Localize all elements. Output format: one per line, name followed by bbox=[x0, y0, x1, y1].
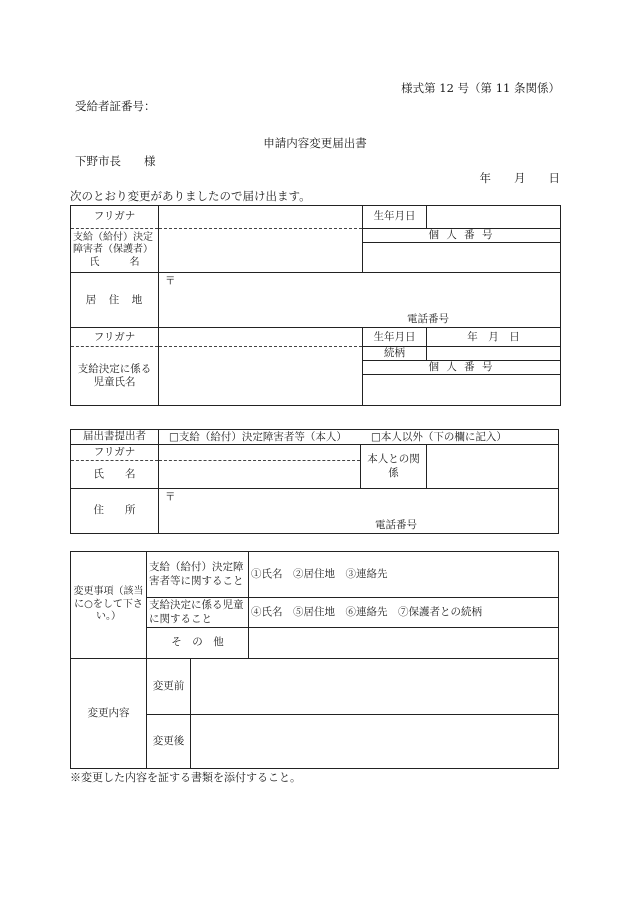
row3-label: そ の 他 bbox=[147, 628, 249, 659]
child-birthdate-field[interactable]: 年 月 日 bbox=[427, 328, 561, 347]
relation-label: 本人との関係 bbox=[361, 445, 427, 489]
submitter-options bbox=[159, 430, 559, 445]
recipient-number-label: 受給者証番号： bbox=[75, 99, 156, 113]
intro-text: 次のとおり変更がありましたので届け出ます。 bbox=[70, 189, 311, 203]
addressee: 下野市長 様 bbox=[75, 154, 156, 168]
page-title: 申請内容変更届出書 bbox=[263, 136, 367, 150]
submitter-address-label: 住 所 bbox=[71, 489, 159, 534]
person-name-label: 支給（給付）決定障害者（保護者） 氏 名 bbox=[71, 229, 159, 273]
address-label: 居 住 地 bbox=[71, 273, 159, 328]
furigana-field[interactable] bbox=[159, 206, 363, 229]
row1-options[interactable]: ①氏名 ②居住地 ③連絡先 bbox=[249, 552, 559, 598]
date-line: 年 月 日 bbox=[479, 171, 560, 185]
submitter-furigana-field[interactable] bbox=[159, 445, 361, 461]
before-label: 変更前 bbox=[147, 659, 191, 715]
person-name-field[interactable] bbox=[159, 229, 363, 273]
submitter-name-label: 氏 名 bbox=[71, 461, 159, 489]
child-birthdate-label: 生年月日 bbox=[363, 328, 427, 347]
before-field[interactable] bbox=[191, 659, 559, 715]
row1-label: 支給（給付）決定障害者等に関すること bbox=[147, 552, 249, 598]
relation-field[interactable] bbox=[427, 445, 559, 489]
submitter-name-field[interactable] bbox=[159, 461, 361, 489]
individual-number-label: 個 人 番 号 bbox=[363, 229, 561, 243]
birthdate-field[interactable] bbox=[427, 206, 561, 229]
after-label: 変更後 bbox=[147, 715, 191, 769]
child-individual-number-label: 個 人 番 号 bbox=[363, 361, 561, 375]
individual-number-grid[interactable] bbox=[363, 243, 561, 273]
applicant-table bbox=[70, 205, 561, 406]
after-field[interactable] bbox=[191, 715, 559, 769]
phone-label: 電話番号 bbox=[407, 313, 449, 325]
row3-field[interactable] bbox=[249, 628, 559, 659]
row2-options[interactable]: ④氏名 ⑤居住地 ⑥連絡先 ⑦保護者との続柄 bbox=[249, 598, 559, 628]
postal-mark: 〒 bbox=[165, 275, 176, 288]
submitter-label: 届出書提出者 bbox=[71, 430, 159, 445]
change-items-label: 変更事項（該当に○をして下さい。） bbox=[71, 552, 147, 659]
child-name-label: 支給決定に係る児童氏名 bbox=[71, 347, 159, 406]
submitter-postal-mark: 〒 bbox=[165, 491, 176, 503]
form-number: 様式第 12 号（第 11 条関係） bbox=[401, 81, 560, 95]
submitter-address-field[interactable] bbox=[159, 489, 559, 534]
submitter-phone-label: 電話番号 bbox=[375, 518, 417, 531]
child-individual-number-grid[interactable] bbox=[363, 375, 561, 406]
change-content-label: 変更内容 bbox=[71, 659, 147, 769]
child-furigana-label: フリガナ bbox=[71, 328, 159, 347]
furigana-label: フリガナ bbox=[71, 206, 159, 229]
address-field[interactable] bbox=[159, 273, 561, 328]
submitter-table bbox=[70, 429, 559, 534]
birthdate-label: 生年月日 bbox=[363, 206, 427, 229]
footer-note: ※変更した内容を証する書類を添付すること。 bbox=[70, 771, 301, 784]
submitter-furigana-label: フリガナ bbox=[71, 445, 159, 461]
change-table bbox=[70, 551, 559, 769]
relationship-label: 続柄 bbox=[363, 347, 427, 361]
option-self-checkbox[interactable]: □支給（給付）決定障害者等（本人） bbox=[169, 431, 347, 443]
child-name-field[interactable] bbox=[159, 347, 363, 406]
option-other-checkbox[interactable]: □本人以外（下の欄に記入） bbox=[371, 431, 507, 443]
child-furigana-field[interactable] bbox=[159, 328, 363, 347]
relationship-field[interactable] bbox=[427, 347, 561, 361]
row2-label: 支給決定に係る児童に関すること bbox=[147, 598, 249, 628]
